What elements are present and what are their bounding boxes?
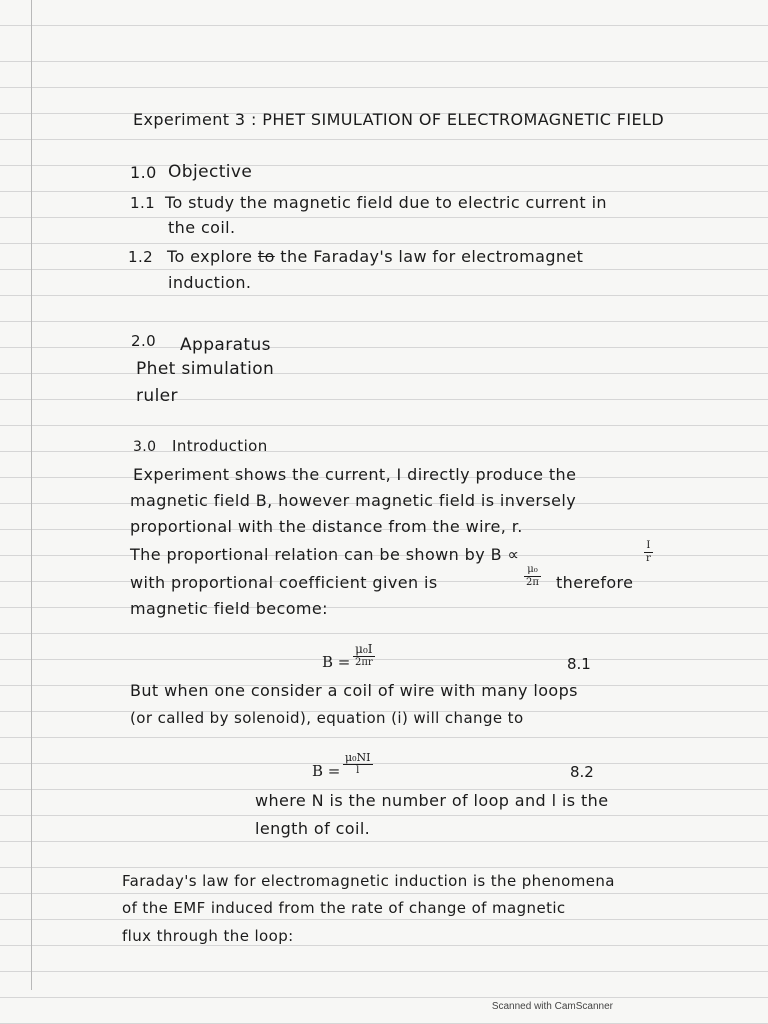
intro-line-2: magnetic field B, however magnetic field is inversely xyxy=(130,491,577,510)
objective-item2-number: 1.2 xyxy=(128,248,154,266)
page-title: Experiment 3 : PHET SIMULATION OF ELECTROMAGNETIC FIELD xyxy=(133,110,665,129)
intro-line-5-before: with proportional coefficient given is xyxy=(130,573,438,592)
intro-line-10: length of coil. xyxy=(255,819,371,838)
introduction-heading-number: 3.0 xyxy=(133,439,157,455)
equation-2-fraction xyxy=(343,752,373,776)
intro-line-4: The proportional relation can be shown by B ∝ xyxy=(130,545,520,564)
objective-heading: Objective xyxy=(168,162,253,182)
coefficient-fraction xyxy=(524,565,541,588)
objective-item2-text-after: the Faraday's law for electromagnet xyxy=(280,247,584,266)
intro-line-5-after: therefore xyxy=(556,573,634,592)
coefficient-fraction-numerator: μ₀ xyxy=(524,565,541,577)
objective-item1-line2: the coil. xyxy=(168,218,236,237)
equation-2-number: 8.2 xyxy=(570,763,594,781)
objective-item1-line1: To study the magnetic field due to electric current in xyxy=(165,193,607,212)
intro-line-7: But when one consider a coil of wire with many loops xyxy=(130,681,578,700)
margin-line xyxy=(31,0,32,990)
apparatus-heading-number: 2.0 xyxy=(131,332,157,350)
equation-1-lhs: B = xyxy=(322,653,351,671)
apparatus-heading: Apparatus xyxy=(180,335,271,355)
scanner-watermark: Scanned with CamScanner xyxy=(491,1001,613,1012)
introduction-heading: Introduction xyxy=(172,437,268,455)
proportional-fraction-numerator: I xyxy=(644,541,653,553)
equation-1-fraction xyxy=(353,643,375,668)
intro-line-8: (or called by solenoid), equation (i) will change to xyxy=(130,709,524,727)
objective-item2-line2: induction. xyxy=(168,273,252,292)
equation-2-lhs: B = xyxy=(312,762,341,780)
intro-line-11: Faraday's law for electromagnetic induction is the phenomena xyxy=(122,872,615,890)
objective-item1-number: 1.1 xyxy=(130,194,156,212)
intro-line-6: magnetic field become: xyxy=(130,599,328,618)
coefficient-fraction-denominator: 2π xyxy=(526,577,539,588)
apparatus-item-ruler: ruler xyxy=(136,386,178,406)
equation-2-denominator: l xyxy=(356,765,360,776)
proportional-fraction xyxy=(644,541,653,564)
intro-line-12: of the EMF induced from the rate of change of magnetic xyxy=(122,899,566,917)
equation-2-numerator: μ₀NI xyxy=(345,751,371,764)
intro-line-13: flux through the loop: xyxy=(122,927,294,945)
objective-heading-number: 1.0 xyxy=(130,163,157,182)
apparatus-item-phet: Phet simulation xyxy=(136,359,275,379)
objective-item2-line1 xyxy=(167,249,583,265)
proportional-fraction-denominator: r xyxy=(646,553,651,564)
intro-line-9: where N is the number of loop and l is the xyxy=(255,791,609,810)
objective-item2-text-before: To explore xyxy=(167,247,253,266)
intro-line-1: Experiment shows the current, I directly produce the xyxy=(133,465,577,484)
equation-1-denominator: 2πr xyxy=(355,657,373,668)
equation-1-number: 8.1 xyxy=(567,655,591,673)
objective-item2-struck-word: to xyxy=(257,247,275,266)
intro-line-3: proportional with the distance from the wire, r. xyxy=(130,517,523,536)
equation-1-numerator: μ₀I xyxy=(353,643,375,657)
